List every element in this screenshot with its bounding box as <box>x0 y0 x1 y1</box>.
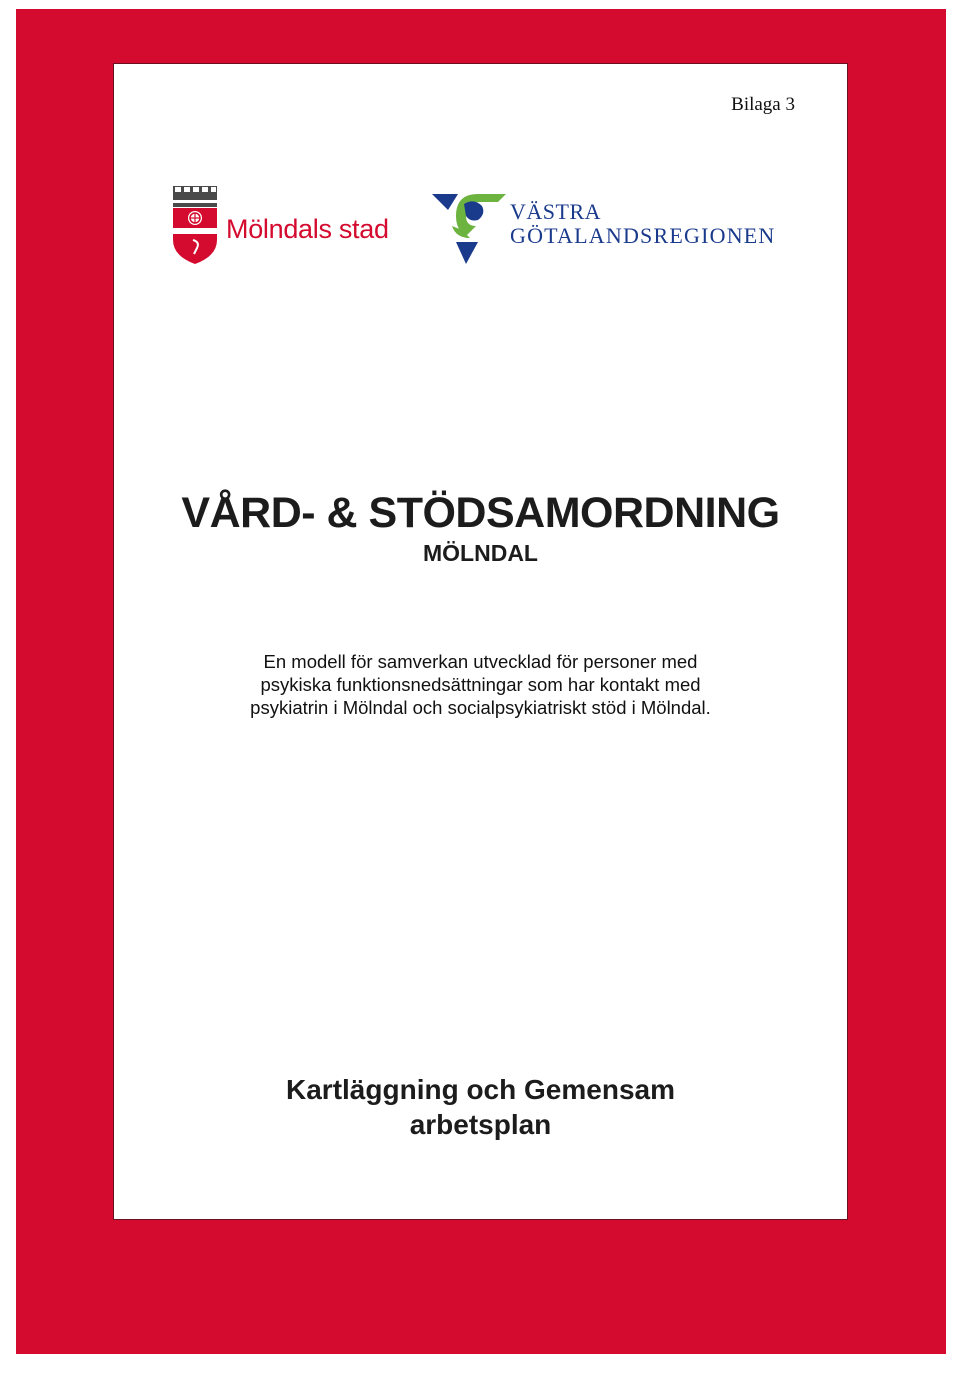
molndal-crest-icon <box>170 184 220 266</box>
cover-description <box>114 650 847 719</box>
vgr-line-1: VÄSTRA <box>510 199 602 224</box>
attachment-label: Bilaga 3 <box>731 94 795 115</box>
footer-title-line: Kartläggning och Gemensam <box>286 1074 675 1105</box>
cover-panel <box>113 63 848 1220</box>
description-line: En modell för samverkan utvecklad för personer med <box>263 651 698 672</box>
description-line: psykiatrin i Mölndal och socialpsykiatriskt stöd i Mölndal. <box>250 697 711 718</box>
vgr-logo <box>426 186 776 268</box>
cover-title: VÅRD- & STÖDSAMORDNING <box>181 489 780 537</box>
cover-subtitle: MÖLNDAL <box>423 540 538 566</box>
vgr-wordmark <box>510 200 776 248</box>
cover-footer-title <box>114 1072 847 1142</box>
footer-title-line: arbetsplan <box>409 1109 552 1140</box>
molndal-name: Mölndals stad <box>226 213 389 244</box>
vgr-line-2: GÖTALANDSREGIONEN <box>510 223 776 248</box>
vgr-symbol-icon <box>426 186 508 268</box>
description-line: psykiska funktionsnedsättningar som har kontakt med <box>260 674 701 695</box>
molndal-logo <box>170 184 389 266</box>
